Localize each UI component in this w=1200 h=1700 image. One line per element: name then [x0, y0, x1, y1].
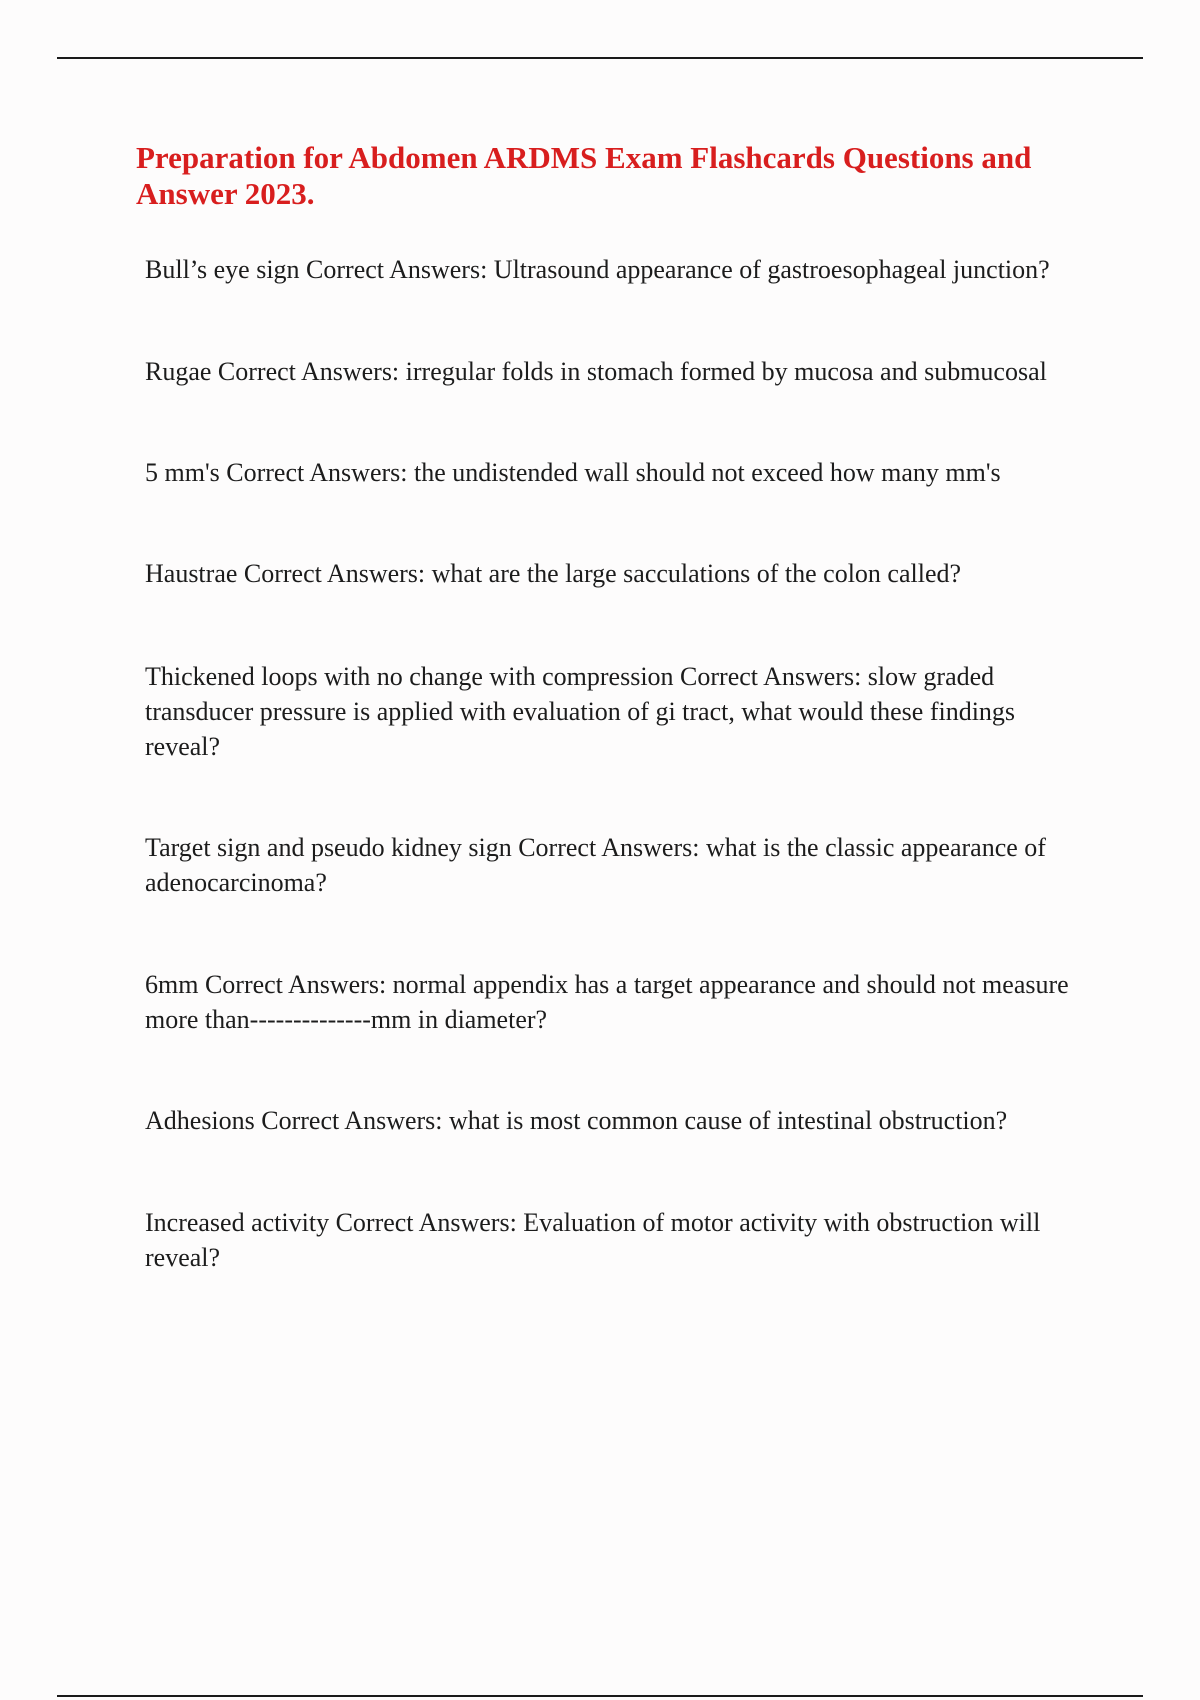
footer-rule [57, 1695, 1143, 1697]
flashcard-item: Rugae Correct Answers: irregular folds in stomach formed by mucosa and submucosal [145, 357, 1047, 386]
flashcard-item: Haustrae Correct Answers: what are the large sacculations of the colon called? [145, 559, 962, 588]
flashcard-item: Adhesions Correct Answers: what is most common cause of intestinal obstruction? [145, 1106, 1008, 1135]
flashcard-item: Thickened loops with no change with compression Correct Answers: slow graded transducer pressure is applied with evaluation of gi tract, what would these findings reveal? [145, 662, 1016, 761]
flashcard-list [145, 252, 1090, 1275]
header-rule [57, 57, 1143, 59]
document-title: Preparation for Abdomen ARDMS Exam Flashcards Questions and Answer 2023. [136, 140, 1032, 211]
flashcard-item: Increased activity Correct Answers: Evaluation of motor activity with obstruction will reveal? [145, 1208, 1041, 1272]
flashcard-item: 6mm Correct Answers: normal appendix has a target appearance and should not measure more than--------------mm in diameter? [145, 970, 1069, 1034]
flashcard-item: Target sign and pseudo kidney sign Correct Answers: what is the classic appearance of adenocarcinoma? [145, 833, 1046, 897]
flashcard-item: 5 mm's Correct Answers: the undistended wall should not exceed how many mm's [145, 458, 1001, 487]
flashcard-item: Bull’s eye sign Correct Answers: Ultrasound appearance of gastroesophageal junction? [145, 255, 1050, 284]
